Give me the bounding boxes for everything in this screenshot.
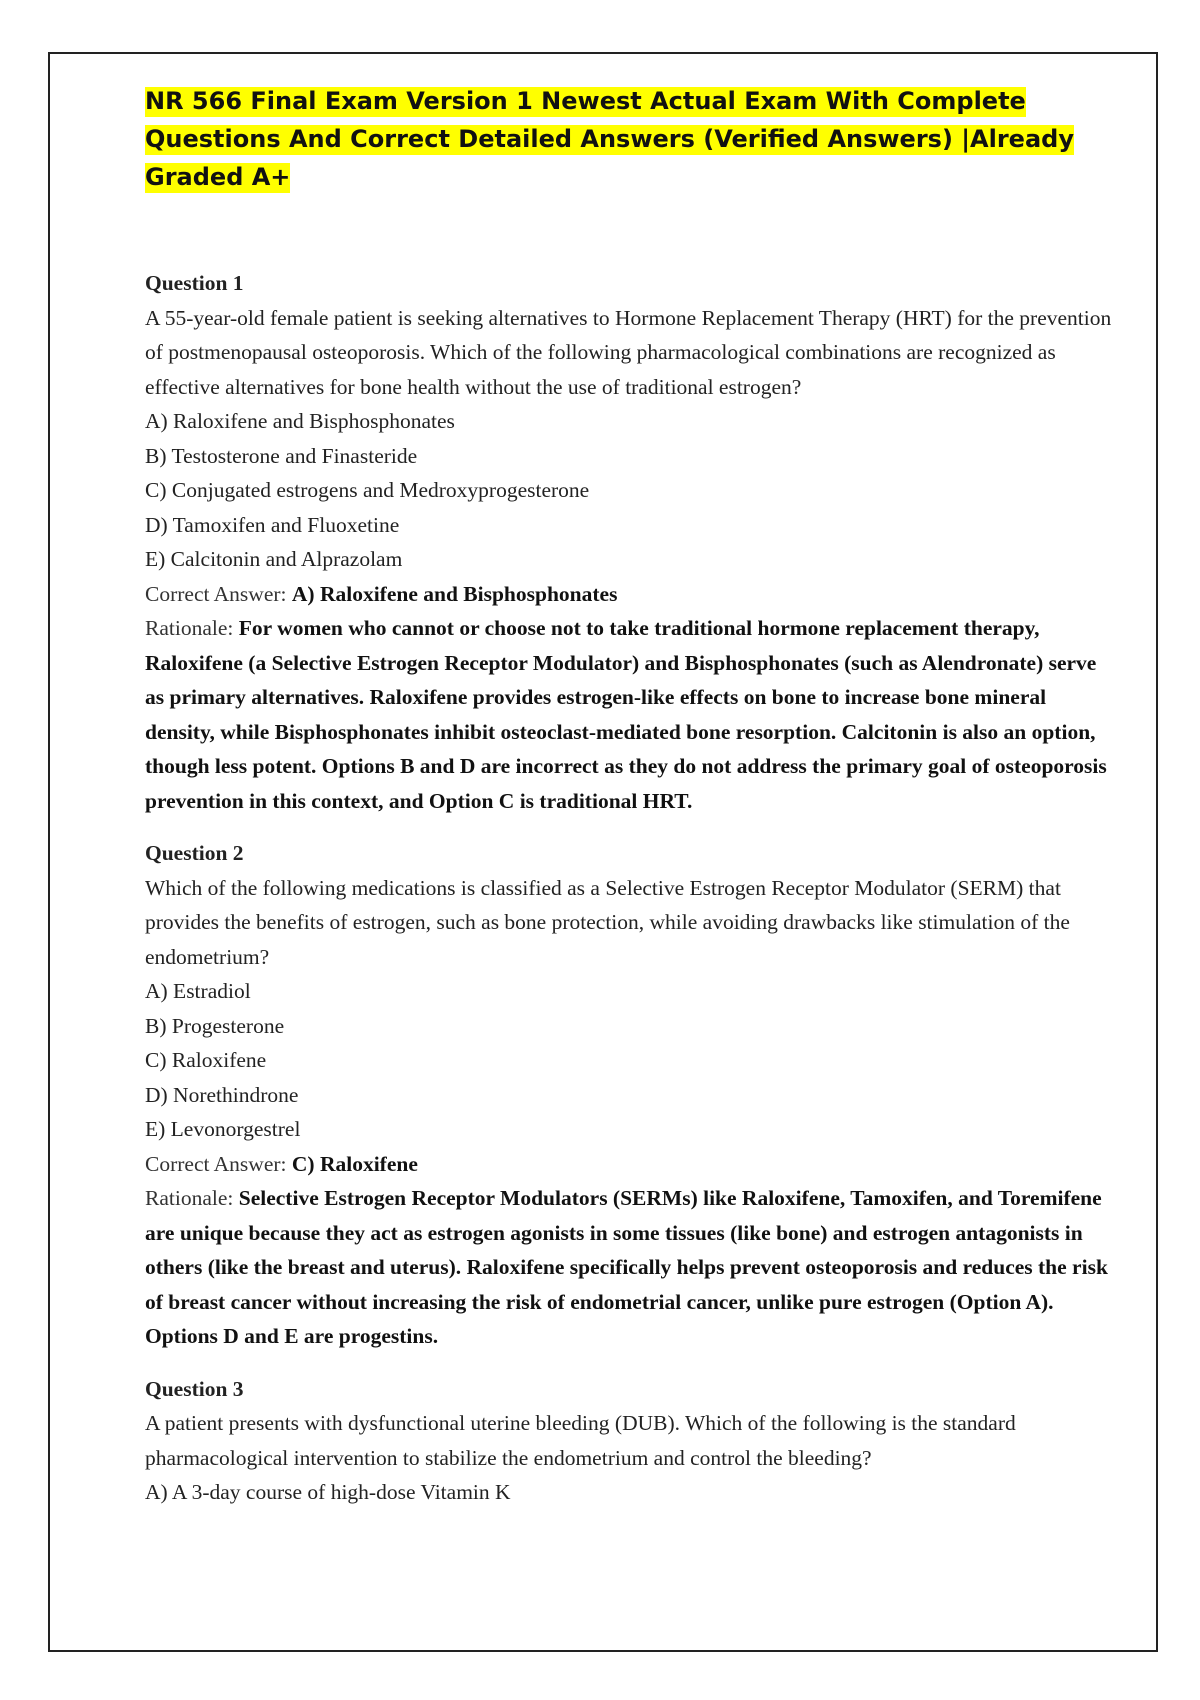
question-block-1: [145, 266, 1115, 818]
question-text: A patient presents with dysfunctional uterine bleeding (DUB). Which of the following is the standard pharmacological intervention to stabilize the endometrium and control the bleeding?: [145, 1411, 1016, 1470]
question-block-2: [145, 836, 1115, 1354]
question-heading: Question 2: [145, 841, 244, 865]
option-b: B) Progesterone: [145, 1013, 285, 1038]
question-heading: Question 3: [145, 1376, 244, 1401]
option-d: D) Norethindrone: [145, 1082, 299, 1107]
option-e: E) Calcitonin and Alprazolam: [145, 547, 403, 571]
option-a: A) Raloxifene and Bisphosphonates: [145, 409, 455, 433]
correct-answer-line: [145, 577, 1115, 612]
answer-options: [145, 404, 1115, 577]
answer-options: [145, 974, 1115, 1147]
question-text: A 55-year-old female patient is seeking alternatives to Hormone Replacement Therapy (HRT) for the prevention of postmenopausal osteoporosis. Which of the following pharmacological combinations are recognized as effective alternatives for bone health without the use of traditional estrogen?: [145, 305, 1112, 399]
rationale-label: Rationale:: [145, 616, 239, 640]
correct-answer-label: Correct Answer:: [145, 1151, 292, 1176]
question-block-3: [145, 1372, 1115, 1510]
correct-answer-label: Correct Answer:: [145, 581, 292, 606]
rationale-text: For women who cannot or choose not to take traditional hormone replacement therapy, Raloxifene (a Selective Estrogen Receptor Modulator) and Bisphosphonates (such as Alendronate) serve as primary alternatives. Raloxifene provides estrogen-like effects on bone to increase bone mineral density, while Bisphosphonates inhibit osteoclast-mediated bone resorption. Calcitonin is also an option, though less potent. Options B and D are incorrect as they do not address the primary goal of osteoporosis prevention in this context, and Option C is traditional HRT.: [145, 616, 1107, 813]
rationale-label: Rationale:: [145, 1186, 239, 1210]
document-title: [145, 82, 1105, 196]
rationale-text: Selective Estrogen Receptor Modulators (SERMs) like Raloxifene, Tamoxifen, and Toremifene are unique because they act as estrogen agonists in some tissues (like bone) and estrogen antagonists in others (like the breast and uterus). Raloxifene specifically helps prevent osteoporosis and reduces the risk of breast cancer without increasing the risk of endometrial cancer, unlike pure estrogen (Option A). Options D and E are progestins.: [145, 1186, 1108, 1348]
option-d: D) Tamoxifen and Fluoxetine: [145, 512, 400, 537]
title-highlight: NR 566 Final Exam Version 1 Newest Actual Exam With Complete Questions And Correct Detailed Answers (Verified Answers) |Already Graded A+: [145, 87, 1074, 191]
rationale-line: [145, 611, 1115, 818]
rationale-line: [145, 1181, 1115, 1354]
document-content: [145, 82, 1115, 1510]
correct-answer-value: A) Raloxifene and Bisphosphonates: [291, 581, 618, 606]
option-e: E) Levonorgestrel: [145, 1117, 301, 1141]
correct-answer-value: C) Raloxifene: [291, 1151, 418, 1176]
option-a: A) A 3-day course of high-dose Vitamin K: [145, 1480, 511, 1504]
option-a: A) Estradiol: [145, 979, 251, 1003]
answer-options: [145, 1475, 1115, 1510]
question-heading: Question 1: [145, 271, 244, 295]
document-page: [48, 52, 1158, 1652]
option-b: B) Testosterone and Finasteride: [145, 443, 418, 468]
option-c: C) Conjugated estrogens and Medroxyprogesterone: [145, 478, 590, 502]
correct-answer-line: [145, 1147, 1115, 1182]
option-c: C) Raloxifene: [145, 1048, 267, 1072]
question-text: Which of the following medications is classified as a Selective Estrogen Receptor Modulator (SERM) that provides the benefits of estrogen, such as bone protection, while avoiding drawbacks like stimulation of the endometrium?: [145, 875, 1070, 969]
